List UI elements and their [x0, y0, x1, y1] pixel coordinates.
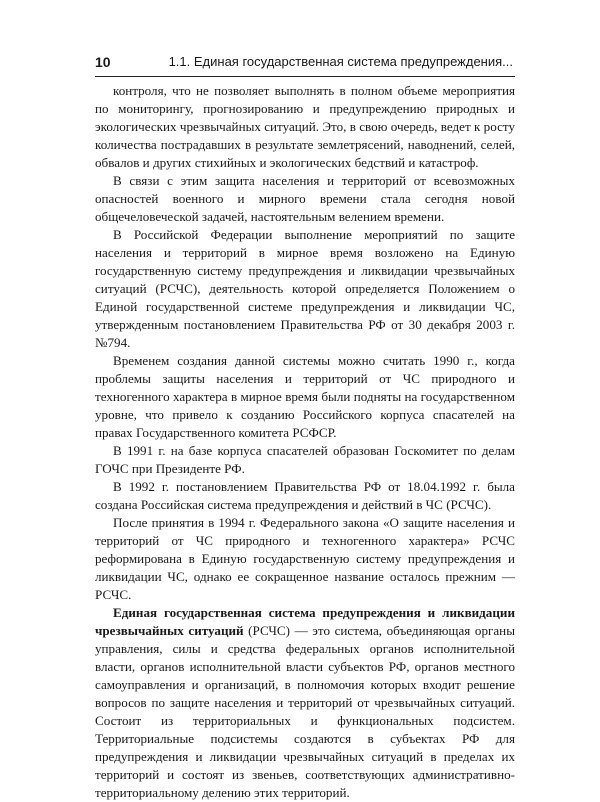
paragraph-4: Временем создания данной системы можно считать 1990 г., когда проблемы защиты населения и территорий от ЧС природного и техногенного характера в мирное время были подняты на государственном уровне, что привело к созданию Российского корпуса спасателей на правах Государственного комитета РСФСР.	[95, 353, 515, 440]
page-number: 10	[95, 54, 111, 70]
paragraph-1: контроля, что не позволяет выполнять в полном объеме мероприятия по мониторингу, прогнозированию и предупреждению природных и экологических чрезвычайных ситуаций. Это, в свою очередь, ведет к росту количества пострадавших в результате землетрясений, наводнений, селей, обвалов и других стихийных и экологических бедствий и катастроф.	[95, 83, 515, 170]
definition-term: Единая государственная система предупреждения и ликвидации чрезвычайных ситуаций	[95, 605, 515, 638]
paragraph-5: В 1991 г. на базе корпуса спасателей образован Госкомитет по делам ГОЧС при Президенте РФ.	[95, 443, 515, 476]
paragraph-3: В Российской Федерации выполнение мероприятий по защите населения и территорий в мирное время возложено на Единую государственную систему предупреждения и ликвидации чрезвычайных ситуаций (РСЧС), деятельность которой определяется Положением о Единой государственной системе предупреждения и ликвидации ЧС, утвержденным постановлением Правительства РФ от 30 декабря 2003 г. №794.	[95, 227, 515, 350]
paragraph-2: В связи с этим защита населения и территорий от всевозможных опасностей военного и мирного времени стала сегодня новой общечеловеческой задачей, настоятельным велением времени.	[95, 173, 515, 224]
paragraph-6: В 1992 г. постановлением Правительства РФ от 18.04.1992 г. была создана Российская система предупреждения и действий в ЧС (РСЧС).	[95, 479, 515, 512]
definition-text: (РСЧС) — это система, объединяющая органы управления, силы и средства федеральных органов исполнительной власти, органов исполнительной власти субъектов РФ, органов местного самоуправления и организаций, в полномочия которых входит решение вопросов по защите населения и территорий от чрезвычайных ситуаций. Состоит из территориальных и функциональных подсистем. Территориальные подсистемы создаются в субъектах РФ для предупреждения и ликвидации чрезвычайных ситуаций в пределах их территорий и состоят из звеньев, соответствующих административно-территориальному делению этих территорий.	[95, 623, 515, 800]
paragraph-7: После принятия в 1994 г. Федерального закона «О защите населения и территорий от ЧС природного и техногенного характера» РСЧС реформирована в Единую государственную систему предупреждения и ликвидации ЧС, однако ее сокращенное название осталось прежним — РСЧС.	[95, 515, 515, 602]
page-header	[95, 52, 515, 77]
paragraph-8	[95, 604, 515, 802]
body-text	[95, 82, 515, 802]
running-title: 1.1. Единая государственная система предупреждения...	[168, 54, 513, 69]
